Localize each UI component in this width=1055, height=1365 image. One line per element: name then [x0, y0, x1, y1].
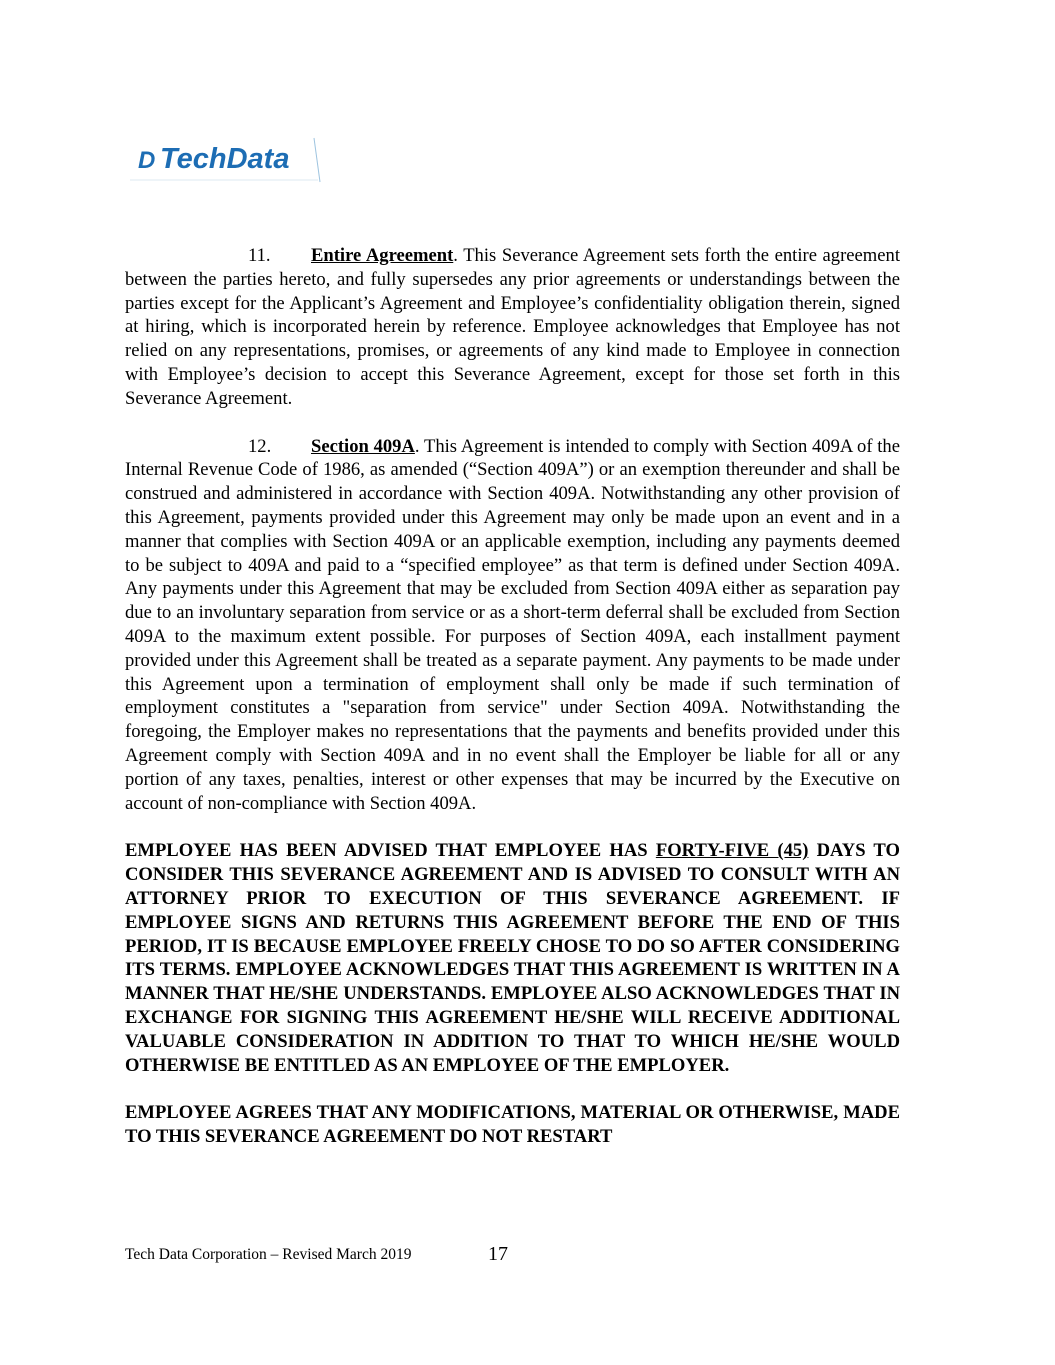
document-body [125, 244, 900, 1173]
footer-text: Tech Data Corporation – Revised March 2019 [125, 1246, 412, 1263]
section-11 [125, 244, 900, 411]
advisory-notice [125, 839, 900, 1077]
section-12-heading: Section 409A [311, 435, 415, 457]
section-11-number: 11. [248, 245, 271, 266]
section-11-body: . This Severance Agreement sets forth the entire agreement between the parties hereto, and fully supersedes any prior agreements or understandings between the parties except for the Applicant’s Agreement and Employee’s confidentiality obligation therein, signed at hiring, which is incorporated herein by reference. Employee acknowledges that Employee has not relied on any representations, promises, or agreements of any kind made to Employee in connection with Employee’s decision to accept this Severance Agreement, except for those set forth in this Severance Agreement. [125, 245, 900, 409]
advisory-notice-days: FORTY-FIVE (45) [655, 840, 809, 862]
logo-text: TechData [160, 143, 290, 175]
advisory-notice-rest: DAYS TO CONSIDER THIS SEVERANCE AGREEMENT AND IS ADVISED TO CONSULT WITH AN ATTORNEY PRIOR TO EXECUTION OF THIS SEVERANCE AGREEMENT. IF EMPLOYEE SIGNS AND RETURNS THIS AGREEMENT BEFORE THE END OF THIS PERIOD, IT IS BECAUSE EMPLOYEE FREELY CHOSE TO DO SO AFTER CONSIDERING ITS TERMS. EMPLOYEE ACKNOWLEDGES THAT THIS AGREEMENT IS WRITTEN IN A MANNER THAT HE/SHE UNDERSTANDS. EMPLOYEE ALSO ACKNOWLEDGES THAT IN EXCHANGE FOR SIGNING THIS AGREEMENT HE/SHE WILL RECEIVE ADDITIONAL VALUABLE CONSIDERATION IN ADDITION TO THAT TO WHICH HE/SHE WOULD OTHERWISE BE ENTITLED AS AN EMPLOYEE OF THE EMPLOYER. [125, 840, 900, 1076]
svg-text:D: D [138, 147, 156, 174]
modification-notice [125, 1101, 900, 1149]
section-12-number: 12. [248, 435, 272, 457]
section-12 [125, 435, 900, 816]
page-number: 17 [488, 1243, 508, 1265]
advisory-notice-start: EMPLOYEE HAS BEEN ADVISED THAT EMPLOYEE HAS [125, 840, 656, 862]
section-12-body: . This Agreement is intended to comply with Section 409A of the Internal Revenue Code of 1986, as amended (“Section 409A”) or an exemption thereunder and shall be construed and administered in accordance with Section 409A. Notwithstanding any other provision of this Agreement, payments provided under this Agreement may only be made upon an event and in a manner that complies with Section 409A or an applicable exemption, including any payments deemed to be subject to 409A and paid to a “specified employee” as that term is defined under Section 409A. Any payments under this Agreement that may be excluded from Section 409A either as separation pay due to an involuntary separation from service or as a short-term deferral shall be excluded from Section 409A to the maximum extent possible. For purposes of Section 409A, each installment payment provided under this Agreement shall be treated as a separate payment. Any payments to be made under this Agreement upon a termination of employment shall only be made if such termination of employment constitutes a "separation from service" under Section 409A. Notwithstanding the foregoing, the Employer makes no representations that the payments and benefits provided under this Agreement comply with Section 409A and in no event shall the Employer be liable for all or any portion of any taxes, penalties, interest or other expenses that may be incurred by the Executive on account of non-compliance with Section 409A. [125, 435, 900, 814]
tech-data-logo-graphic [128, 130, 328, 186]
tech-data-logo [128, 130, 328, 186]
section-11-heading: Entire Agreement [311, 245, 454, 266]
modification-notice-text: EMPLOYEE AGREES THAT ANY MODIFICATIONS, MATERIAL OR OTHERWISE, MADE TO THIS SEVERANCE AGREEMENT DO NOT RESTART [125, 1102, 900, 1148]
